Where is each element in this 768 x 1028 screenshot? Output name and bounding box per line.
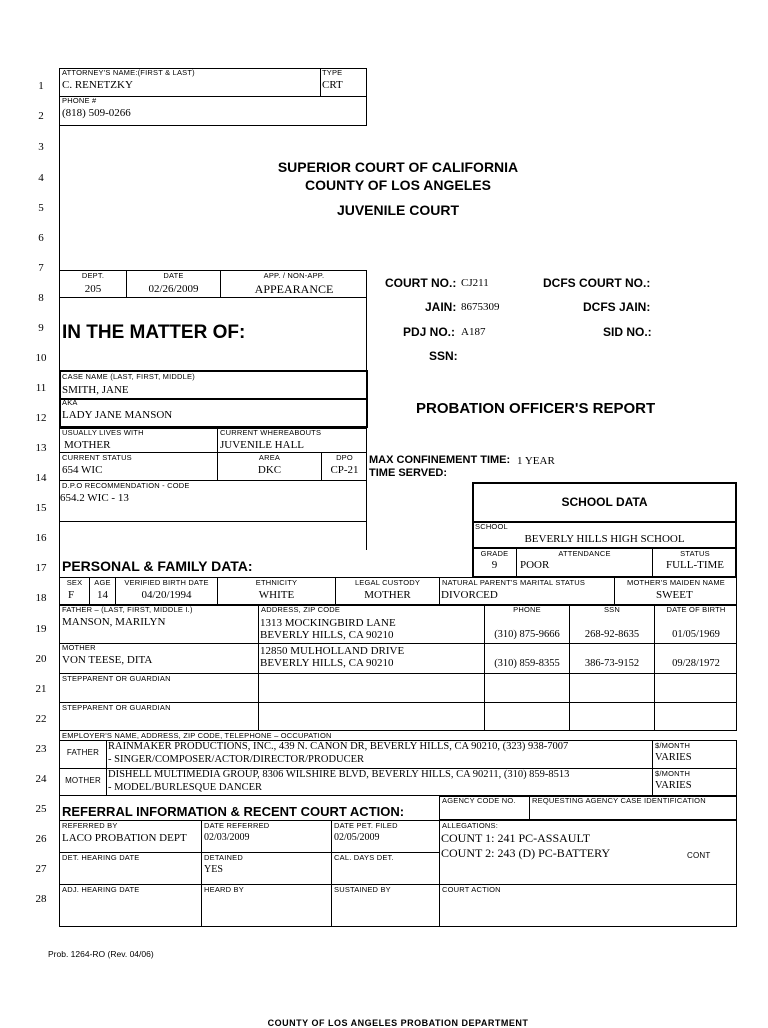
mother-address-1: 12850 MULHOLLAND DRIVE: [260, 645, 405, 657]
father-ssn: 268-92-8635: [584, 629, 640, 640]
detained-value: YES: [204, 864, 223, 875]
line-number: 19: [35, 623, 47, 635]
attendance-value: POOR: [520, 559, 550, 571]
line-number: 22: [35, 713, 47, 725]
phone-col-label: PHONE: [513, 605, 541, 614]
court-no: CJ211: [461, 277, 489, 289]
maiden-value: SWEET: [656, 589, 693, 601]
custody-label: LEGAL CUSTODY: [354, 578, 421, 587]
line-number: 18: [35, 592, 47, 604]
divider: [59, 96, 367, 97]
sex-label: SEX: [66, 578, 83, 587]
mother-month-label: $/MONTH: [655, 769, 691, 778]
grade-label: GRADE: [480, 549, 509, 558]
whereabouts-label: CURRENT WHEREABOUTS: [220, 428, 322, 437]
count-1: COUNT 1: 241 PC-ASSAULT: [441, 831, 591, 845]
adj-hearing-label: ADJ. HEARING DATE: [62, 885, 140, 894]
court-title-line1: SUPERIOR COURT OF CALIFORNIA: [277, 159, 519, 175]
employer-mother-line1: DISHELL MULTIMEDIA GROUP, 8306 WILSHIRE BLVD, BEVERLY HILLS, CA 90211, (310) 859-8513: [108, 769, 570, 780]
divider: [439, 577, 440, 605]
pet-filed-label: DATE PET. FILED: [334, 821, 398, 830]
max-confinement-label: MAX CONFINEMENT TIME:: [369, 454, 511, 466]
aka-label: AKA: [62, 398, 78, 407]
divider: [59, 884, 737, 885]
divider: [106, 740, 107, 796]
dcfs-court-label: DCFS COURT NO.:: [543, 276, 651, 290]
pdj-value: A187: [461, 326, 486, 338]
dob-label: VERIFIED BIRTH DATE: [124, 578, 209, 587]
school-data-title: SCHOOL DATA: [561, 495, 648, 509]
area-label: AREA: [258, 453, 281, 462]
referred-by: LACO PROBATION DEPT: [62, 832, 187, 844]
mother-income: VARIES: [655, 780, 692, 791]
stepparent-label-1: STEPPARENT OR GUARDIAN: [62, 674, 171, 683]
line-number: 9: [38, 322, 44, 334]
line-number: 1: [38, 80, 44, 92]
type-label: TYPE: [322, 68, 343, 77]
footer-department: COUNTY OF LOS ANGELES PROBATION DEPARTMENT: [267, 1018, 529, 1028]
father-label: FATHER – (LAST, FIRST, MIDDLE I.): [62, 605, 193, 614]
employer-label: EMPLOYER'S NAME, ADDRESS, ZIP CODE, TELEPHONE – OCCUPATION: [62, 731, 332, 740]
employer-father-line1: RAINMAKER PRODUCTIONS, INC., 439 N. CANON DR, BEVERLY HILLS, CA 90210, (323) 938-7007: [108, 741, 569, 752]
employer-father-line2: - SINGER/COMPOSER/ACTOR/DIRECTOR/PRODUCER: [108, 754, 365, 765]
agency-code-label: AGENCY CODE NO.: [442, 796, 516, 805]
ethnicity-label: ETHNICITY: [255, 578, 298, 587]
date-referred-label: DATE REFERRED: [204, 821, 270, 830]
line-number: 27: [35, 863, 47, 875]
line-number: 10: [35, 352, 47, 364]
mother-label: MOTHER: [62, 643, 96, 652]
father-dob: 01/05/1969: [672, 629, 720, 640]
form-number: Prob. 1264-RO (Rev. 04/06): [48, 949, 154, 959]
max-confinement: 1 YEAR: [517, 455, 555, 467]
case-name-label: CASE NAME (LAST, FIRST, MIDDLE): [62, 372, 195, 381]
ssn-col-label: SSN: [603, 605, 621, 614]
divider: [320, 68, 321, 96]
court-title-line3: JUVENILE COURT: [336, 202, 460, 218]
line-number: 28: [35, 893, 47, 905]
employer-mother-tag: MOTHER: [65, 776, 101, 785]
attorney-name: C. RENETZKY: [62, 79, 133, 91]
status-label: CURRENT STATUS: [62, 453, 132, 462]
line-number: 7: [38, 262, 44, 274]
line-number: 17: [35, 562, 47, 574]
area-value: DKC: [257, 464, 282, 476]
recommendation-label: D.P.O RECOMMENDATION - CODE: [62, 481, 190, 490]
ethnicity-value: WHITE: [258, 589, 295, 601]
line-number: 5: [38, 202, 44, 214]
mother-dob: 09/28/1972: [672, 658, 720, 669]
divider: [331, 820, 332, 927]
report-title: PROBATION OFFICER'S REPORT: [416, 400, 656, 417]
count-2: COUNT 2: 243 (D) PC-BATTERY: [441, 846, 611, 860]
father-income: VARIES: [655, 752, 692, 763]
line-number: 3: [38, 141, 44, 153]
age-label: AGE: [94, 578, 111, 587]
line-number: 16: [35, 532, 47, 544]
referred-by-label: REFERRED BY: [62, 821, 118, 830]
line-number: 24: [35, 773, 47, 785]
pdj-label: PDJ NO.:: [403, 325, 456, 339]
line-number: 8: [38, 292, 44, 304]
lives-with-label: USUALLY LIVES WITH: [62, 428, 144, 437]
line-number: 2: [38, 110, 44, 122]
detained-label: DETAINED: [204, 853, 243, 862]
mother-address-2: BEVERLY HILLS, CA 90210: [260, 657, 394, 669]
app-value: APPEARANCE: [254, 282, 334, 296]
recommendation-value: 654.2 WIC - 13: [60, 492, 129, 504]
dob-value: 04/20/1994: [141, 589, 192, 601]
school-status-label: STATUS: [680, 549, 710, 558]
line-number: 12: [35, 412, 47, 424]
court-no-label: COURT NO.:: [385, 276, 457, 290]
line-number: 15: [35, 502, 47, 514]
time-served-label: TIME SERVED:: [369, 467, 448, 479]
marital-value: DIVORCED: [441, 589, 498, 601]
whereabouts: JUVENILE HALL: [220, 439, 305, 451]
date-value: 02/26/2009: [148, 283, 199, 295]
mother-ssn: 386-73-9152: [584, 658, 640, 669]
mother-name: VON TEESE, DITA: [62, 654, 153, 666]
phone-label: PHONE #: [62, 96, 97, 105]
father-address-1: 1313 MOCKINGBIRD LANE: [260, 617, 396, 629]
cal-days-label: CAL. DAYS DET.: [334, 853, 394, 862]
matter-title: IN THE MATTER OF:: [62, 322, 246, 343]
school-status-value: FULL-TIME: [665, 559, 725, 571]
pet-filed: 02/05/2009: [334, 832, 380, 843]
divider: [201, 820, 202, 927]
dept-label: DEPT.: [81, 271, 105, 280]
court-title-line2: COUNTY OF LOS ANGELES: [305, 177, 491, 193]
attendance-label: ATTENDANCE: [558, 549, 611, 558]
line-number: 21: [35, 683, 47, 695]
sid-label: SID NO.:: [603, 325, 652, 339]
sex-value: F: [68, 589, 75, 601]
mother-phone: (310) 859-8355: [494, 658, 560, 669]
attorney-phone: (818) 509-0266: [62, 107, 131, 119]
stepparent-label-2: STEPPARENT OR GUARDIAN: [62, 703, 171, 712]
divider: [529, 796, 530, 820]
line-number: 13: [35, 442, 47, 454]
case-name: SMITH, JANE: [62, 384, 129, 396]
cont-label: CONT: [687, 851, 711, 860]
divider: [59, 643, 737, 644]
sustained-by-label: SUSTAINED BY: [334, 885, 391, 894]
ssn-label: SSN:: [429, 349, 458, 363]
line-number: 25: [35, 803, 47, 815]
jain-value: 8675309: [461, 301, 500, 313]
attorney-type: CRT: [322, 79, 343, 91]
divider: [258, 605, 259, 731]
employer-father-tag: FATHER: [66, 748, 100, 757]
date-referred: 02/03/2009: [204, 832, 250, 843]
heard-by-label: HEARD BY: [204, 885, 244, 894]
det-hearing-label: DET. HEARING DATE: [62, 853, 140, 862]
grade-value: 9: [491, 559, 498, 571]
age-value: 14: [97, 589, 108, 601]
personal-family-title: PERSONAL & FAMILY DATA:: [62, 558, 253, 574]
line-number: 14: [35, 472, 47, 484]
address-label: ADDRESS, ZIP CODE: [261, 605, 341, 614]
father-phone: (310) 875-9666: [494, 629, 560, 640]
line-number: 4: [38, 172, 44, 184]
court-action-label: COURT ACTION: [442, 885, 501, 894]
dpo-value: CP-21: [330, 464, 359, 476]
maiden-label: MOTHER'S MAIDEN NAME: [627, 578, 725, 587]
jain-label: JAIN:: [425, 300, 457, 314]
referral-title: REFERRAL INFORMATION & RECENT COURT ACTION:: [62, 804, 405, 819]
dcfs-jain-label: DCFS JAIN:: [583, 300, 651, 314]
line-number: 23: [35, 743, 47, 755]
divider: [652, 740, 653, 796]
employer-mother-line2: - MODEL/BURLESQUE DANCER: [108, 782, 262, 793]
divider: [439, 820, 440, 927]
status-value: 654 WIC: [62, 464, 103, 476]
dept-value: 205: [84, 283, 102, 295]
divider: [472, 521, 737, 523]
app-label: APP. / NON-APP.: [263, 271, 325, 280]
marital-label: NATURAL PARENT'S MARITAL STATUS: [442, 578, 586, 587]
aka-value: LADY JANE MANSON: [62, 409, 173, 421]
dpo-label: DPO: [336, 453, 353, 462]
line-number: 11: [35, 382, 47, 394]
dob-col-label: DATE OF BIRTH: [666, 605, 726, 614]
divider: [59, 398, 368, 400]
line-number: 20: [35, 653, 47, 665]
date-label: DATE: [163, 271, 184, 280]
lives-with: MOTHER: [64, 439, 111, 451]
line-number: 26: [35, 833, 47, 845]
school-label: SCHOOL: [475, 522, 508, 531]
attorney-name-label: ATTORNEY'S NAME:(FIRST & LAST): [62, 68, 195, 77]
custody-value: MOTHER: [364, 589, 411, 601]
line-number: 6: [38, 232, 44, 244]
requesting-agency-label: REQUESTING AGENCY CASE IDENTIFICATION: [532, 796, 706, 805]
father-month-label: $/MONTH: [655, 741, 691, 750]
father-name: MANSON, MARILYN: [62, 616, 166, 628]
allegations-label: ALLEGATIONS:: [442, 821, 499, 830]
school-name: BEVERLY HILLS HIGH SCHOOL: [524, 533, 685, 545]
father-address-2: BEVERLY HILLS, CA 90210: [260, 629, 394, 641]
